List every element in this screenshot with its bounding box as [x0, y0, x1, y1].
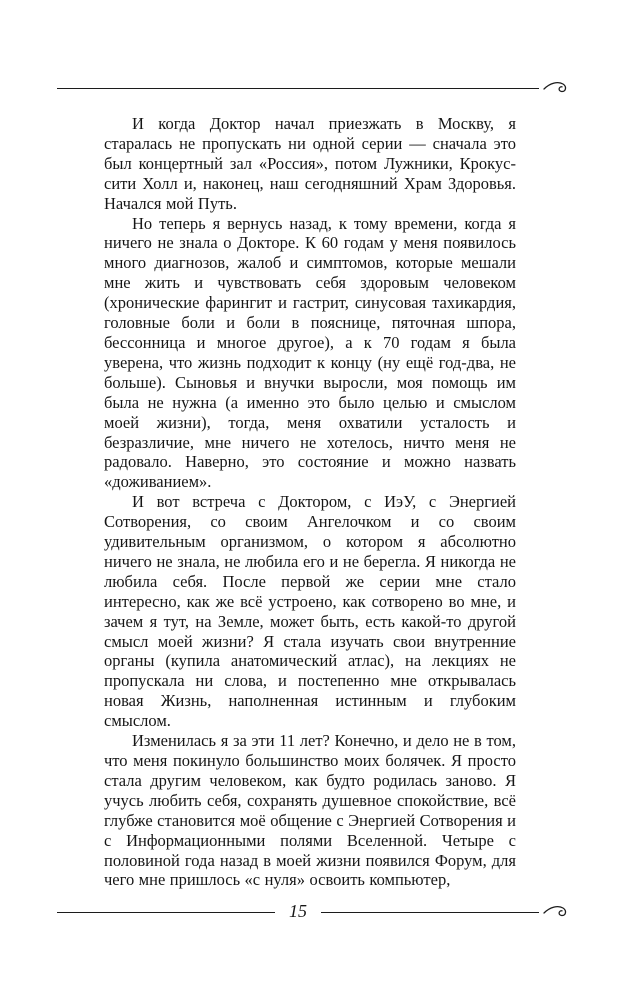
- top-divider-line: [57, 88, 539, 89]
- paragraph-4: Изменилась я за эти 11 лет? Конечно, и дело не в том, что меня покинуло большинство моих болячек. Я просто стала другим человеком, как будто родилась заново. Я учусь любить себя, сохранять душевное спокойствие, всё глубже становится моё общение с Энергией Сотворения и с Информационными полями Вселенной. Четыре с половиной года назад в моей жизни появился Форум, для чего мне пришлось «с нуля» освоить компьютер,: [104, 731, 516, 890]
- paragraph-2: Но теперь я вернусь назад, к тому времени, когда я ничего не знала о Докторе. К 60 годам у меня появилось много диагнозов, жалоб и симптомов, которые мешали мне жить и чувствовать себя здоровым человеком (хронические фарингит и гастрит, синусовая тахикардия, головные боли и боли в пояснице, пяточная шпора, бессонница и многое другое), а к 70 годам я была уверена, что жизнь подходит к концу (ну ещё год-два, не больше). Сыновья и внучки выросли, моя помощь им была не нужна (а именно это было целью и смыслом моей жизни), тогда, меня охватили усталость и безразличие, мне ничего не хотелось, ничто меня не радовало. Наверно, это состояние и можно назвать «доживанием».: [104, 213, 516, 492]
- paragraph-1: И когда Доктор начал приезжать в Москву, я старалась не пропускать ни одной серии — сначала это был концертный зал «Россия», потом Лужники, Крокус-сити Холл и, наконец, наш сегодняшний Храм Здоровья. Начался мой Путь.: [104, 114, 516, 213]
- page-text: [104, 114, 516, 890]
- flourish-icon: [543, 904, 569, 920]
- top-divider: [57, 80, 569, 96]
- page-number: 15: [289, 901, 307, 921]
- paragraph-3: И вот встреча с Доктором, с ИэУ, с Энергией Сотворения, со своим Ангелочком и со своим удивительным организмом, о котором я абсолютно ничего не знала, не любила его и не берегла. Я никогда не любила себя. После первой же серии мне стало интересно, как же всё устроено, как сотворено во мне, и зачем я тут, на Земле, может быть, есть какой-то другой смысл моей жизни? Я стала изучать свои внутренние органы (купила анатомический атлас), на лекциях не пропускала ни слова, и постепенно мне открывалась новая Жизнь, наполненная истинным и глубоким смыслом.: [104, 492, 516, 731]
- bottom-divider-line-left: [57, 912, 275, 913]
- bottom-divider-line-right: [321, 912, 539, 913]
- bottom-divider: [57, 903, 569, 921]
- flourish-icon: [543, 80, 569, 96]
